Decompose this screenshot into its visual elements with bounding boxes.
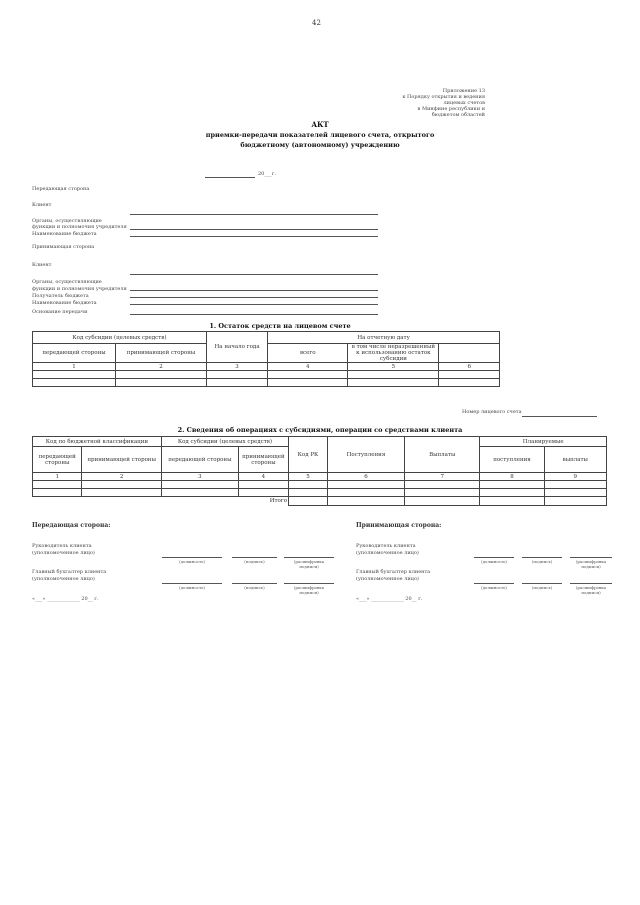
sender-date: «___» _____________ 20__ г. — [32, 596, 99, 602]
col-num: 6 — [439, 363, 500, 371]
cap-pos-2: (должность) — [179, 585, 205, 590]
total-label: Итого — [33, 497, 289, 506]
col-num: 5 — [348, 363, 439, 371]
th-total: всего — [268, 344, 348, 363]
col-num: 4 — [268, 363, 348, 371]
th-recv-3: принимающей стороны — [238, 447, 288, 473]
th-planned: Планируемые — [480, 437, 607, 447]
col-num: 2 — [82, 473, 161, 481]
receiver-head: Руководитель клиента — [356, 543, 416, 549]
cap-pos-3: (должность) — [481, 559, 507, 564]
th-kfo: Код РК — [289, 437, 328, 473]
th-payments: Выплаты — [405, 437, 480, 473]
cap-name-2: (расшифровка подписи) — [293, 585, 325, 595]
appendix-line1: к Порядку открытия и ведения лицевых счетов — [402, 94, 485, 106]
cap-name-1: (расшифровка подписи) — [293, 559, 325, 569]
label-sender: Передающая сторона — [32, 186, 90, 192]
cap-sig-3: (подпись) — [531, 559, 553, 564]
appendix-block — [390, 88, 485, 118]
cap-pos-4: (должность) — [481, 585, 507, 590]
section1-title: 1. Остаток средств на лицевом счете — [209, 322, 351, 330]
col-num: 6 — [327, 473, 404, 481]
label-organ-1: Органы, осуществляющие — [32, 218, 102, 224]
th-income: Поступления — [327, 437, 404, 473]
act-title: АКТ — [311, 120, 329, 129]
label-client-1: Клиент — [32, 202, 52, 208]
col-num: 1 — [33, 363, 116, 371]
receiver-acc: Главный бухгалтер клиента — [356, 569, 431, 575]
col-num: 4 — [238, 473, 288, 481]
th-plan-out: выплаты — [544, 447, 606, 473]
section2-title: 2. Сведения об операциях с субсидиями, операции со средствами клиента — [177, 426, 463, 434]
cap-name-3: (расшифровка подписи) — [575, 559, 607, 569]
operations-table — [32, 436, 607, 506]
receiver-sign-title: Принимающая сторона: — [356, 522, 442, 529]
account-number-label: Номер лицевого счета — [462, 409, 522, 415]
label-budget-1: Наименование бюджета — [32, 231, 97, 237]
label-recipient: Получатель бюджета — [32, 293, 89, 299]
col-num: 5 — [289, 473, 328, 481]
cap-name-4: (расшифровка подписи) — [575, 585, 607, 595]
col-num: 3 — [206, 363, 267, 371]
receiver-head-sub: (уполномоченное лицо) — [356, 550, 419, 556]
th-year-start: На начало года — [206, 332, 267, 363]
th-blank — [439, 344, 500, 363]
sender-head: Руководитель клиента — [32, 543, 92, 549]
sender-acc-sub: (уполномоченное лицо) — [32, 576, 95, 582]
th-subsidy-code-2: Код субсидии (целевых средств) — [161, 437, 288, 447]
th-budget-class: Код по бюджетной классификации — [33, 437, 162, 447]
col-num: 7 — [405, 473, 480, 481]
label-budget-2: Наименование бюджета — [32, 300, 97, 306]
cap-sig-1: (подпись) — [244, 559, 265, 564]
receiver-acc-sub: (уполномоченное лицо) — [356, 576, 419, 582]
balance-table — [32, 331, 500, 387]
label-founder-2: функции и полномочия учредителя — [32, 286, 127, 292]
appendix-title: Приложение 13 — [442, 88, 485, 94]
col-num: 1 — [33, 473, 82, 481]
appendix-line2: в Минфине республики и бюджетом областей — [417, 106, 485, 118]
label-client-2: Клиент — [32, 262, 52, 268]
th-send-3: передающей стороны — [161, 447, 238, 473]
sender-acc: Главный бухгалтер клиента — [32, 569, 107, 575]
act-date: 20___г. — [258, 171, 277, 177]
label-basis: Основание передачи — [32, 309, 88, 315]
cap-pos-1: (должность) — [179, 559, 205, 564]
th-plan-in: поступления — [480, 447, 544, 473]
col-num: 8 — [480, 473, 544, 481]
receiver-date: «___» _____________ 20__ г. — [356, 596, 423, 602]
cap-sig-4: (подпись) — [531, 585, 553, 590]
col-num: 2 — [116, 363, 207, 371]
th-recv: принимающей стороны — [116, 344, 207, 363]
sender-sign-title: Передающая сторона: — [32, 522, 111, 529]
th-recv-2: принимающей стороны — [82, 447, 161, 473]
label-receiver: Принимающая сторона — [32, 244, 95, 250]
act-subtitle1: приемки-передачи показателей лицевого счета, открытого — [205, 131, 435, 139]
th-report-date: На отчетную дату — [268, 332, 500, 344]
label-founder-1: функции и полномочия учредителя — [32, 224, 127, 230]
th-send-2: передающей стороны — [33, 447, 82, 473]
col-num: 3 — [161, 473, 238, 481]
act-subtitle2: бюджетному (автономному) учреждению — [240, 141, 400, 149]
sender-head-sub: (уполномоченное лицо) — [32, 550, 95, 556]
label-organ-2: Органы, осуществляющие — [32, 279, 102, 285]
col-num: 9 — [544, 473, 606, 481]
th-send: передающей стороны — [33, 344, 116, 363]
page-number: 42 — [312, 19, 321, 27]
th-subsidy-code: Код субсидии (целевых средств) — [33, 332, 207, 344]
cap-sig-2: (подпись) — [244, 585, 265, 590]
th-incl: в том числе неразрешенный к использованию остаток субсидии — [348, 344, 439, 363]
